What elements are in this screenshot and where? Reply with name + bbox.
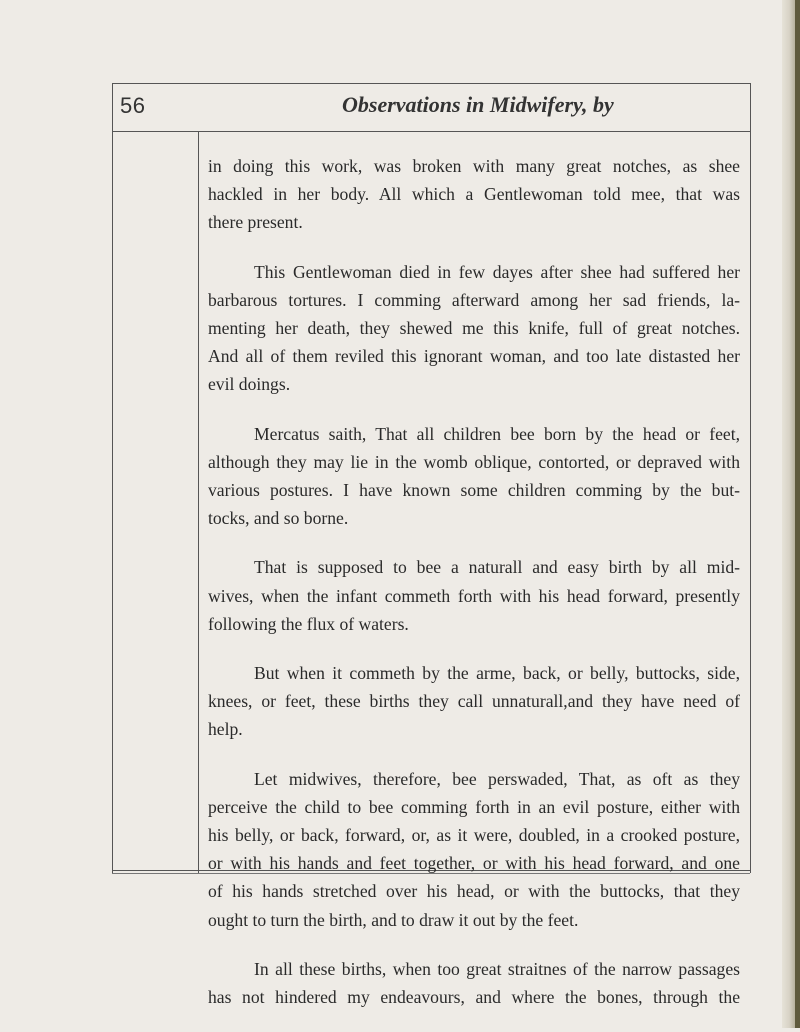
text-line: there present. xyxy=(208,212,303,233)
page-binding-shadow xyxy=(795,0,800,1028)
text-line: of his hands stretched over his head, or with the buttocks, that they xyxy=(208,881,740,902)
text-line: has not hindered my endeavours, and where the bones, through the xyxy=(208,987,740,1008)
text-line: perceive the child to bee comming forth in an evil posture, either with xyxy=(208,796,740,817)
text-line: Mercatus saith, That all children bee born by the head or feet, xyxy=(254,423,740,444)
frame-top-rule xyxy=(112,83,750,84)
paragraph xyxy=(208,152,740,237)
text-line: This Gentlewoman died in few dayes after shee had suffered her xyxy=(254,261,740,282)
text-line: hackled in her body. All which a Gentlewoman told mee, that was xyxy=(208,184,740,205)
text-line: barbarous tortures. I comming afterward among her sad friends, la- xyxy=(208,289,740,310)
paragraph xyxy=(208,955,740,1011)
paragraph xyxy=(208,553,740,638)
paragraph xyxy=(208,765,740,934)
body-text xyxy=(208,152,740,1032)
text-line: And all of them reviled this ignorant woman, and too late distasted her xyxy=(208,346,740,367)
text-line: following the flux of waters. xyxy=(208,613,409,634)
margin-column-rule xyxy=(198,131,199,873)
text-line: help. xyxy=(208,719,243,740)
text-line: his belly, or back, forward, or, as it were, doubled, in a crooked posture, xyxy=(208,825,740,846)
text-line: menting her death, they shewed me this knife, full of great notches. xyxy=(208,318,740,339)
text-line: various postures. I have known some children comming by the but- xyxy=(208,480,740,501)
header-rule xyxy=(112,131,750,132)
text-line: ought to turn the birth, and to draw it out by the feet. xyxy=(208,909,579,930)
text-line: in doing this work, was broken with many great notches, as shee xyxy=(208,156,740,176)
paragraph xyxy=(208,420,740,533)
text-line: But when it commeth by the arme, back, or belly, buttocks, side, xyxy=(254,663,740,684)
text-line: In all these births, when too great straitnes of the narrow passages xyxy=(254,958,740,979)
text-line: although they may lie in the womb oblique, contorted, or depraved with xyxy=(208,451,740,472)
text-line: tocks, and so borne. xyxy=(208,508,349,529)
frame-right-rule xyxy=(750,83,751,873)
frame-left-rule xyxy=(112,83,113,873)
text-line: Let midwives, therefore, bee perswaded, That, as oft as they xyxy=(254,768,740,789)
text-line: That is supposed to bee a naturall and easy birth by all mid- xyxy=(254,557,740,578)
paragraph xyxy=(208,659,740,744)
text-line: knees, or feet, these births they call unnaturall,and they have need of xyxy=(208,691,740,712)
text-line: evil doings. xyxy=(208,374,291,395)
text-line: or with his hands and feet together, or with his head forward, and one xyxy=(208,853,740,874)
paragraph xyxy=(208,258,740,399)
running-title: Observations in Midwifery, by xyxy=(342,92,614,117)
text-line: wives, when the infant commeth forth with his head forward, presently xyxy=(208,585,740,606)
page-number: 56 xyxy=(120,93,146,118)
